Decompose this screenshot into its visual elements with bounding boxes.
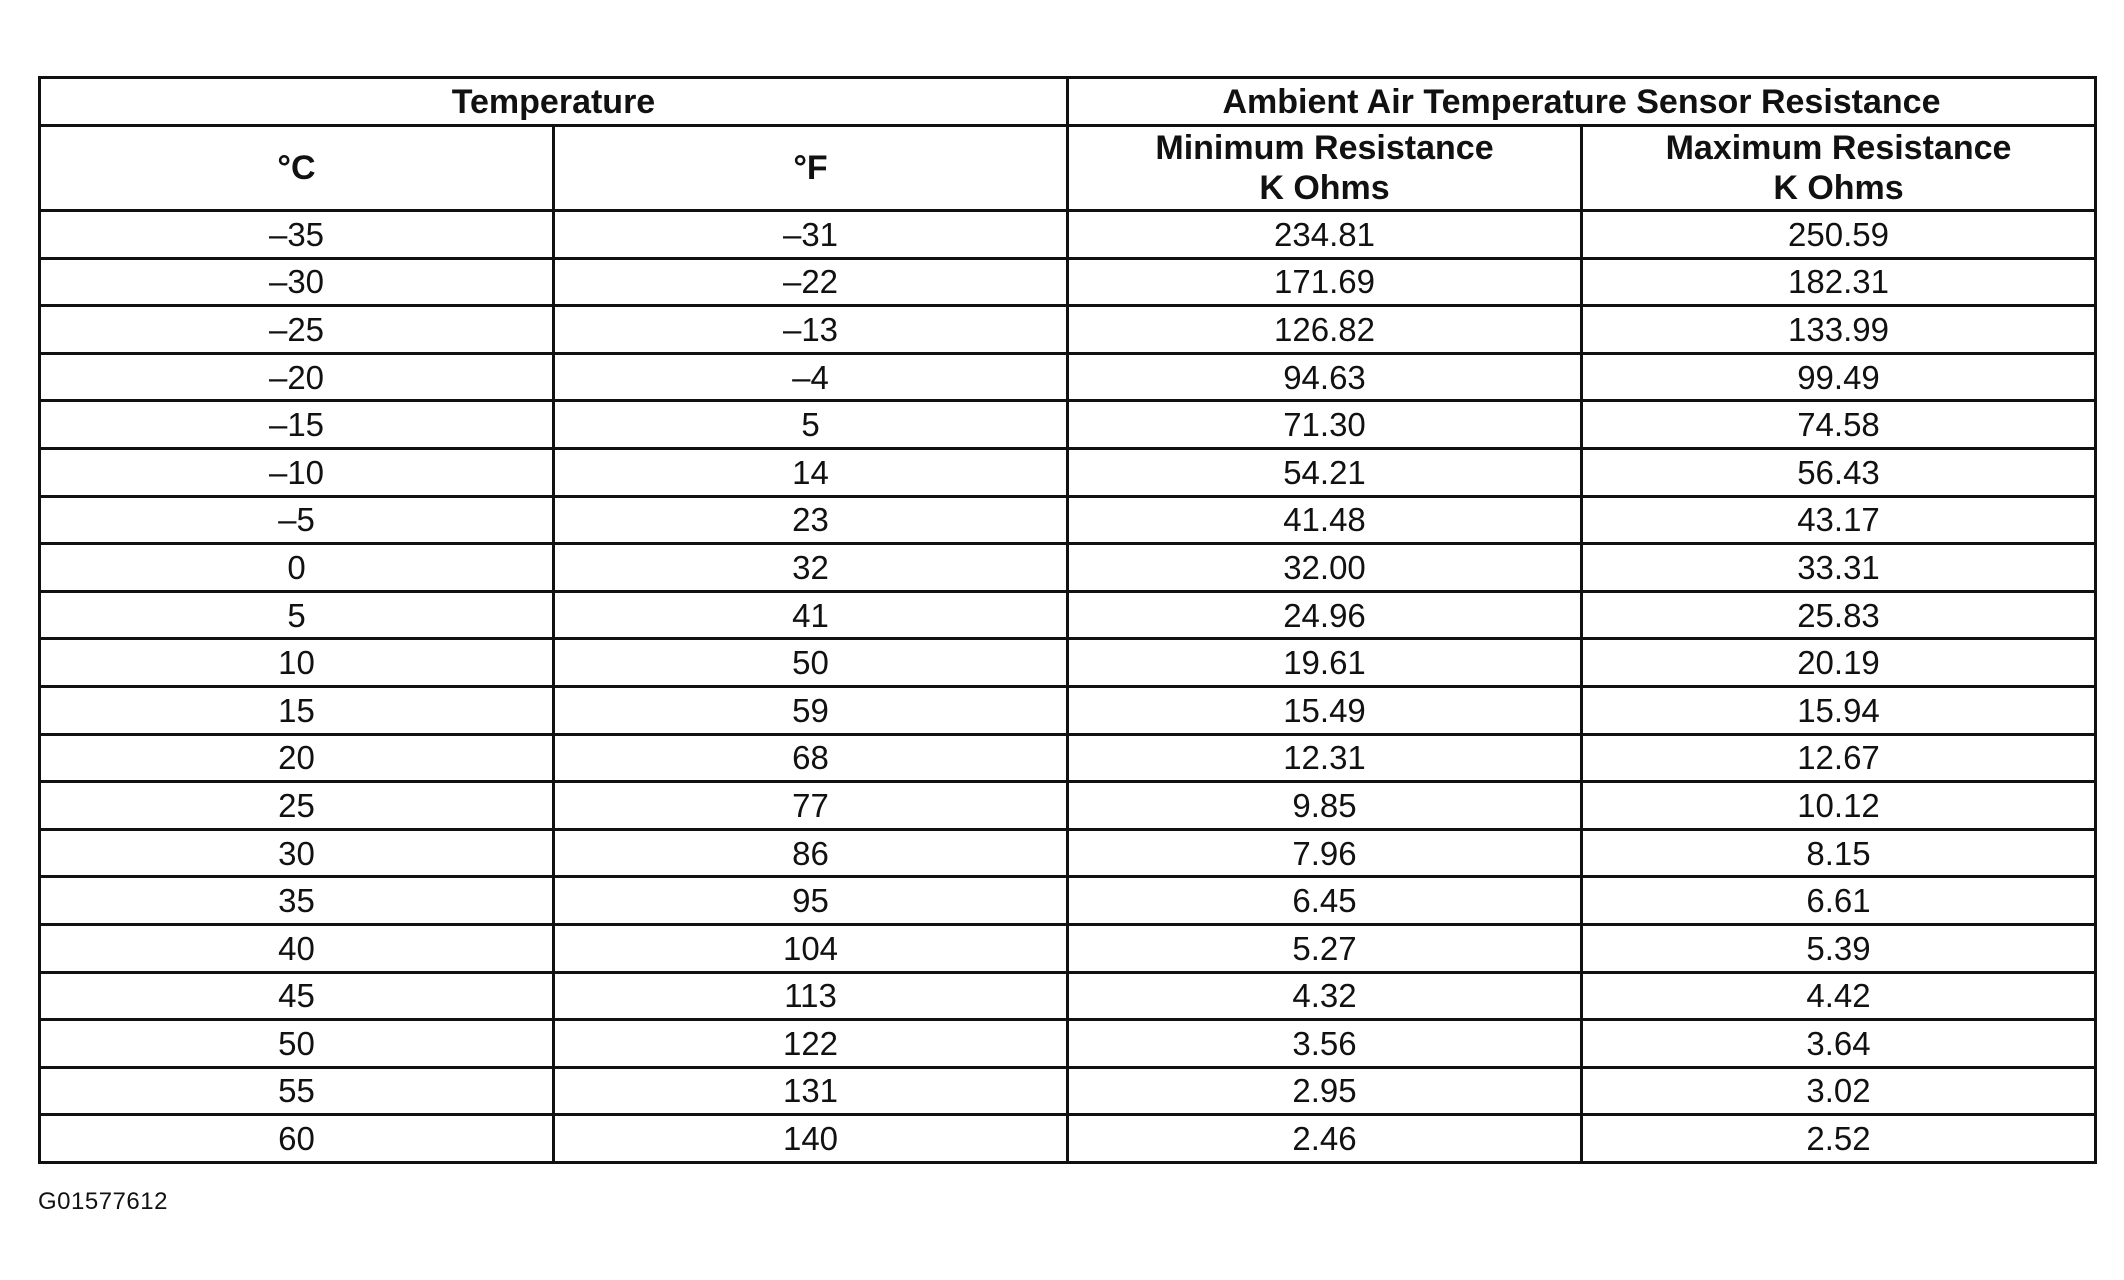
maximum-resistance-cell: 25.83 [1582, 591, 2096, 639]
table-row [40, 829, 2096, 877]
minimum-resistance-cell: 2.46 [1068, 1115, 1582, 1163]
table-row [40, 211, 2096, 259]
celsius-cell: –5 [40, 496, 554, 544]
maximum-resistance-cell: 8.15 [1582, 829, 2096, 877]
celsius-cell: 20 [40, 734, 554, 782]
minimum-resistance-cell: 41.48 [1068, 496, 1582, 544]
column-header-unit: K Ohms [1259, 169, 1390, 207]
fahrenheit-cell: 32 [554, 544, 1068, 592]
maximum-resistance-cell: 10.12 [1582, 782, 2096, 830]
celsius-cell: 60 [40, 1115, 554, 1163]
minimum-resistance-cell: 12.31 [1068, 734, 1582, 782]
resistance-chart [38, 76, 2094, 1164]
celsius-cell: –35 [40, 211, 554, 259]
celsius-cell: 35 [40, 877, 554, 925]
table-row [40, 782, 2096, 830]
maximum-resistance-cell: 12.67 [1582, 734, 2096, 782]
maximum-resistance-cell: 4.42 [1582, 972, 2096, 1020]
table-header [40, 78, 2096, 211]
fahrenheit-cell: 68 [554, 734, 1068, 782]
table-row [40, 639, 2096, 687]
fahrenheit-cell: 104 [554, 924, 1068, 972]
maximum-resistance-cell: 182.31 [1582, 258, 2096, 306]
minimum-resistance-cell: 94.63 [1068, 353, 1582, 401]
table-row [40, 544, 2096, 592]
celsius-cell: 50 [40, 1020, 554, 1068]
maximum-resistance-cell: 133.99 [1582, 306, 2096, 354]
celsius-cell: 25 [40, 782, 554, 830]
minimum-resistance-cell: 32.00 [1068, 544, 1582, 592]
table-row [40, 972, 2096, 1020]
fahrenheit-cell: 77 [554, 782, 1068, 830]
celsius-cell: 45 [40, 972, 554, 1020]
table-row [40, 1020, 2096, 1068]
table-row [40, 591, 2096, 639]
table-row [40, 877, 2096, 925]
table-row [40, 258, 2096, 306]
table-row [40, 1067, 2096, 1115]
fahrenheit-cell: 50 [554, 639, 1068, 687]
table-row [40, 1115, 2096, 1163]
resistance-group-header: Ambient Air Temperature Sensor Resistance [1068, 78, 2096, 126]
minimum-resistance-cell: 9.85 [1068, 782, 1582, 830]
table-row [40, 734, 2096, 782]
maximum-resistance-cell: 20.19 [1582, 639, 2096, 687]
table-row [40, 924, 2096, 972]
maximum-resistance-cell: 2.52 [1582, 1115, 2096, 1163]
fahrenheit-cell: –4 [554, 353, 1068, 401]
celsius-cell: 5 [40, 591, 554, 639]
minimum-resistance-cell: 3.56 [1068, 1020, 1582, 1068]
fahrenheit-cell: 113 [554, 972, 1068, 1020]
table-row [40, 353, 2096, 401]
fahrenheit-cell: 86 [554, 829, 1068, 877]
column-header-unit: K Ohms [1773, 169, 1904, 207]
minimum-resistance-cell: 234.81 [1068, 211, 1582, 259]
fahrenheit-cell: 122 [554, 1020, 1068, 1068]
column-header-text: °F [793, 149, 828, 187]
minimum-resistance-cell: 54.21 [1068, 448, 1582, 496]
column-header-text: Minimum Resistance [1155, 129, 1494, 167]
column-header-text: Maximum Resistance [1665, 129, 2012, 167]
fahrenheit-cell: 59 [554, 686, 1068, 734]
celsius-cell: –30 [40, 258, 554, 306]
maximum-resistance-cell: 74.58 [1582, 401, 2096, 449]
maximum-resistance-cell: 6.61 [1582, 877, 2096, 925]
minimum-resistance-cell: 126.82 [1068, 306, 1582, 354]
fahrenheit-cell: 131 [554, 1067, 1068, 1115]
fahrenheit-cell: 14 [554, 448, 1068, 496]
celsius-cell: 55 [40, 1067, 554, 1115]
maximum-resistance-cell: 3.02 [1582, 1067, 2096, 1115]
table-row [40, 496, 2096, 544]
fahrenheit-cell: –13 [554, 306, 1068, 354]
celsius-column-header [40, 126, 554, 211]
celsius-cell: –15 [40, 401, 554, 449]
fahrenheit-cell: 95 [554, 877, 1068, 925]
celsius-cell: 15 [40, 686, 554, 734]
maximum-resistance-cell: 250.59 [1582, 211, 2096, 259]
maximum-resistance-cell: 33.31 [1582, 544, 2096, 592]
celsius-cell: –10 [40, 448, 554, 496]
fahrenheit-cell: 140 [554, 1115, 1068, 1163]
fahrenheit-column-header [554, 126, 1068, 211]
temperature-group-header: Temperature [40, 78, 1068, 126]
minimum-resistance-cell: 4.32 [1068, 972, 1582, 1020]
table-row [40, 686, 2096, 734]
celsius-cell: –20 [40, 353, 554, 401]
table-row [40, 401, 2096, 449]
celsius-cell: –25 [40, 306, 554, 354]
fahrenheit-cell: 23 [554, 496, 1068, 544]
fahrenheit-cell: 5 [554, 401, 1068, 449]
maximum-resistance-cell: 3.64 [1582, 1020, 2096, 1068]
minimum-resistance-cell: 171.69 [1068, 258, 1582, 306]
table-row [40, 306, 2096, 354]
maximum-resistance-cell: 43.17 [1582, 496, 2096, 544]
fahrenheit-cell: –31 [554, 211, 1068, 259]
celsius-cell: 0 [40, 544, 554, 592]
column-header-text: °C [277, 149, 316, 187]
group-header-row [40, 78, 2096, 126]
minimum-resistance-column-header [1068, 126, 1582, 211]
maximum-resistance-cell: 56.43 [1582, 448, 2096, 496]
minimum-resistance-cell: 5.27 [1068, 924, 1582, 972]
minimum-resistance-cell: 6.45 [1068, 877, 1582, 925]
minimum-resistance-cell: 2.95 [1068, 1067, 1582, 1115]
table-body [40, 211, 2096, 1163]
minimum-resistance-cell: 71.30 [1068, 401, 1582, 449]
sensor-resistance-table [38, 76, 2097, 1164]
fahrenheit-cell: 41 [554, 591, 1068, 639]
minimum-resistance-cell: 7.96 [1068, 829, 1582, 877]
figure-id: G01577612 [38, 1188, 168, 1215]
fahrenheit-cell: –22 [554, 258, 1068, 306]
maximum-resistance-cell: 99.49 [1582, 353, 2096, 401]
minimum-resistance-cell: 15.49 [1068, 686, 1582, 734]
maximum-resistance-column-header [1582, 126, 2096, 211]
maximum-resistance-cell: 5.39 [1582, 924, 2096, 972]
maximum-resistance-cell: 15.94 [1582, 686, 2096, 734]
column-header-row [40, 126, 2096, 211]
table-row [40, 448, 2096, 496]
minimum-resistance-cell: 19.61 [1068, 639, 1582, 687]
celsius-cell: 40 [40, 924, 554, 972]
minimum-resistance-cell: 24.96 [1068, 591, 1582, 639]
celsius-cell: 30 [40, 829, 554, 877]
celsius-cell: 10 [40, 639, 554, 687]
